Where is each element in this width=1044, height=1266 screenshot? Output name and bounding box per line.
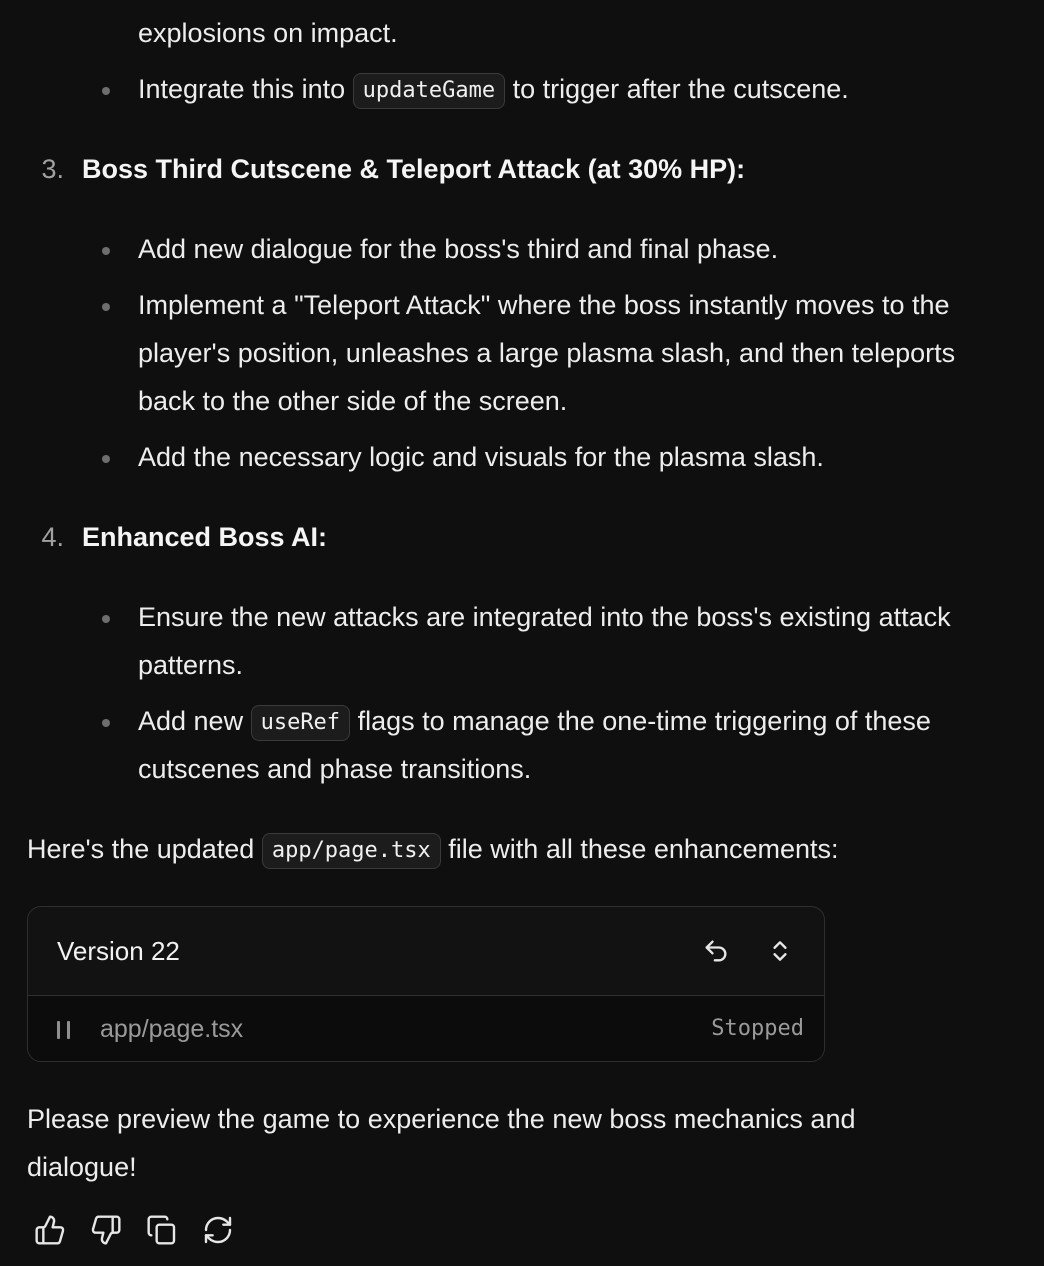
section-heading: Boss Third Cutscene & Teleport Attack (at 30% HP): [82, 154, 746, 184]
list-item: Add new dialogue for the boss's third and final phase. [138, 234, 779, 264]
bullet-dot [102, 87, 110, 95]
list-item-line: Implement a "Teleport Attack" where the boss instantly moves to the [138, 290, 950, 320]
bullet-dot [102, 455, 110, 463]
version-card[interactable] [27, 906, 825, 1062]
version-card-footer [28, 996, 824, 1061]
thumbs-up-icon[interactable] [32, 1212, 68, 1248]
bullet-dot [102, 719, 110, 727]
pause-icon[interactable] [57, 1021, 73, 1039]
paragraph-line: Please preview the game to experience the new boss mechanics and [27, 1104, 856, 1134]
thumbs-down-icon[interactable] [88, 1212, 124, 1248]
paragraph-text: file with all these enhancements: [440, 834, 839, 864]
list-item-text: Integrate this into [138, 74, 353, 104]
list-item-line: patterns. [138, 650, 244, 680]
bullet-dot [102, 303, 110, 311]
list-item-line: player's position, unleashes a large plasma slash, and then teleports [138, 338, 956, 368]
bullet-dot [102, 615, 110, 623]
regenerate-icon[interactable] [200, 1212, 236, 1248]
inline-code: useRef [251, 705, 350, 741]
paragraph-text: Here's the updated [27, 834, 262, 864]
paragraph [27, 832, 839, 869]
text-fragment: explosions on impact. [138, 18, 398, 48]
list-item-line: Ensure the new attacks are integrated into the boss's existing attack [138, 602, 951, 632]
list-item [138, 704, 931, 741]
list-item-text: to trigger after the cutscene. [505, 74, 849, 104]
list-item [138, 72, 849, 109]
list-item-line: cutscenes and phase transitions. [138, 754, 532, 784]
list-item-text: flags to manage the one-time triggering of these [350, 706, 931, 736]
paragraph-line: dialogue! [27, 1152, 137, 1182]
version-title: Version 22 [57, 936, 180, 966]
copy-icon[interactable] [144, 1212, 180, 1248]
list-item-text: Add new [138, 706, 251, 736]
undo-icon[interactable] [698, 933, 734, 969]
list-number: 3. [41, 154, 64, 184]
file-name[interactable]: app/page.tsx [100, 1015, 244, 1043]
bullet-dot [102, 247, 110, 255]
status-label: Stopped [711, 1016, 804, 1041]
list-number: 4. [41, 522, 64, 552]
inline-code: updateGame [353, 73, 505, 109]
list-item-line: back to the other side of the screen. [138, 386, 568, 416]
expand-collapse-icon[interactable] [762, 933, 798, 969]
section-heading: Enhanced Boss AI: [82, 522, 328, 552]
list-item: Add the necessary logic and visuals for the plasma slash. [138, 442, 824, 472]
version-card-header [28, 907, 824, 996]
inline-code: app/page.tsx [262, 833, 441, 869]
